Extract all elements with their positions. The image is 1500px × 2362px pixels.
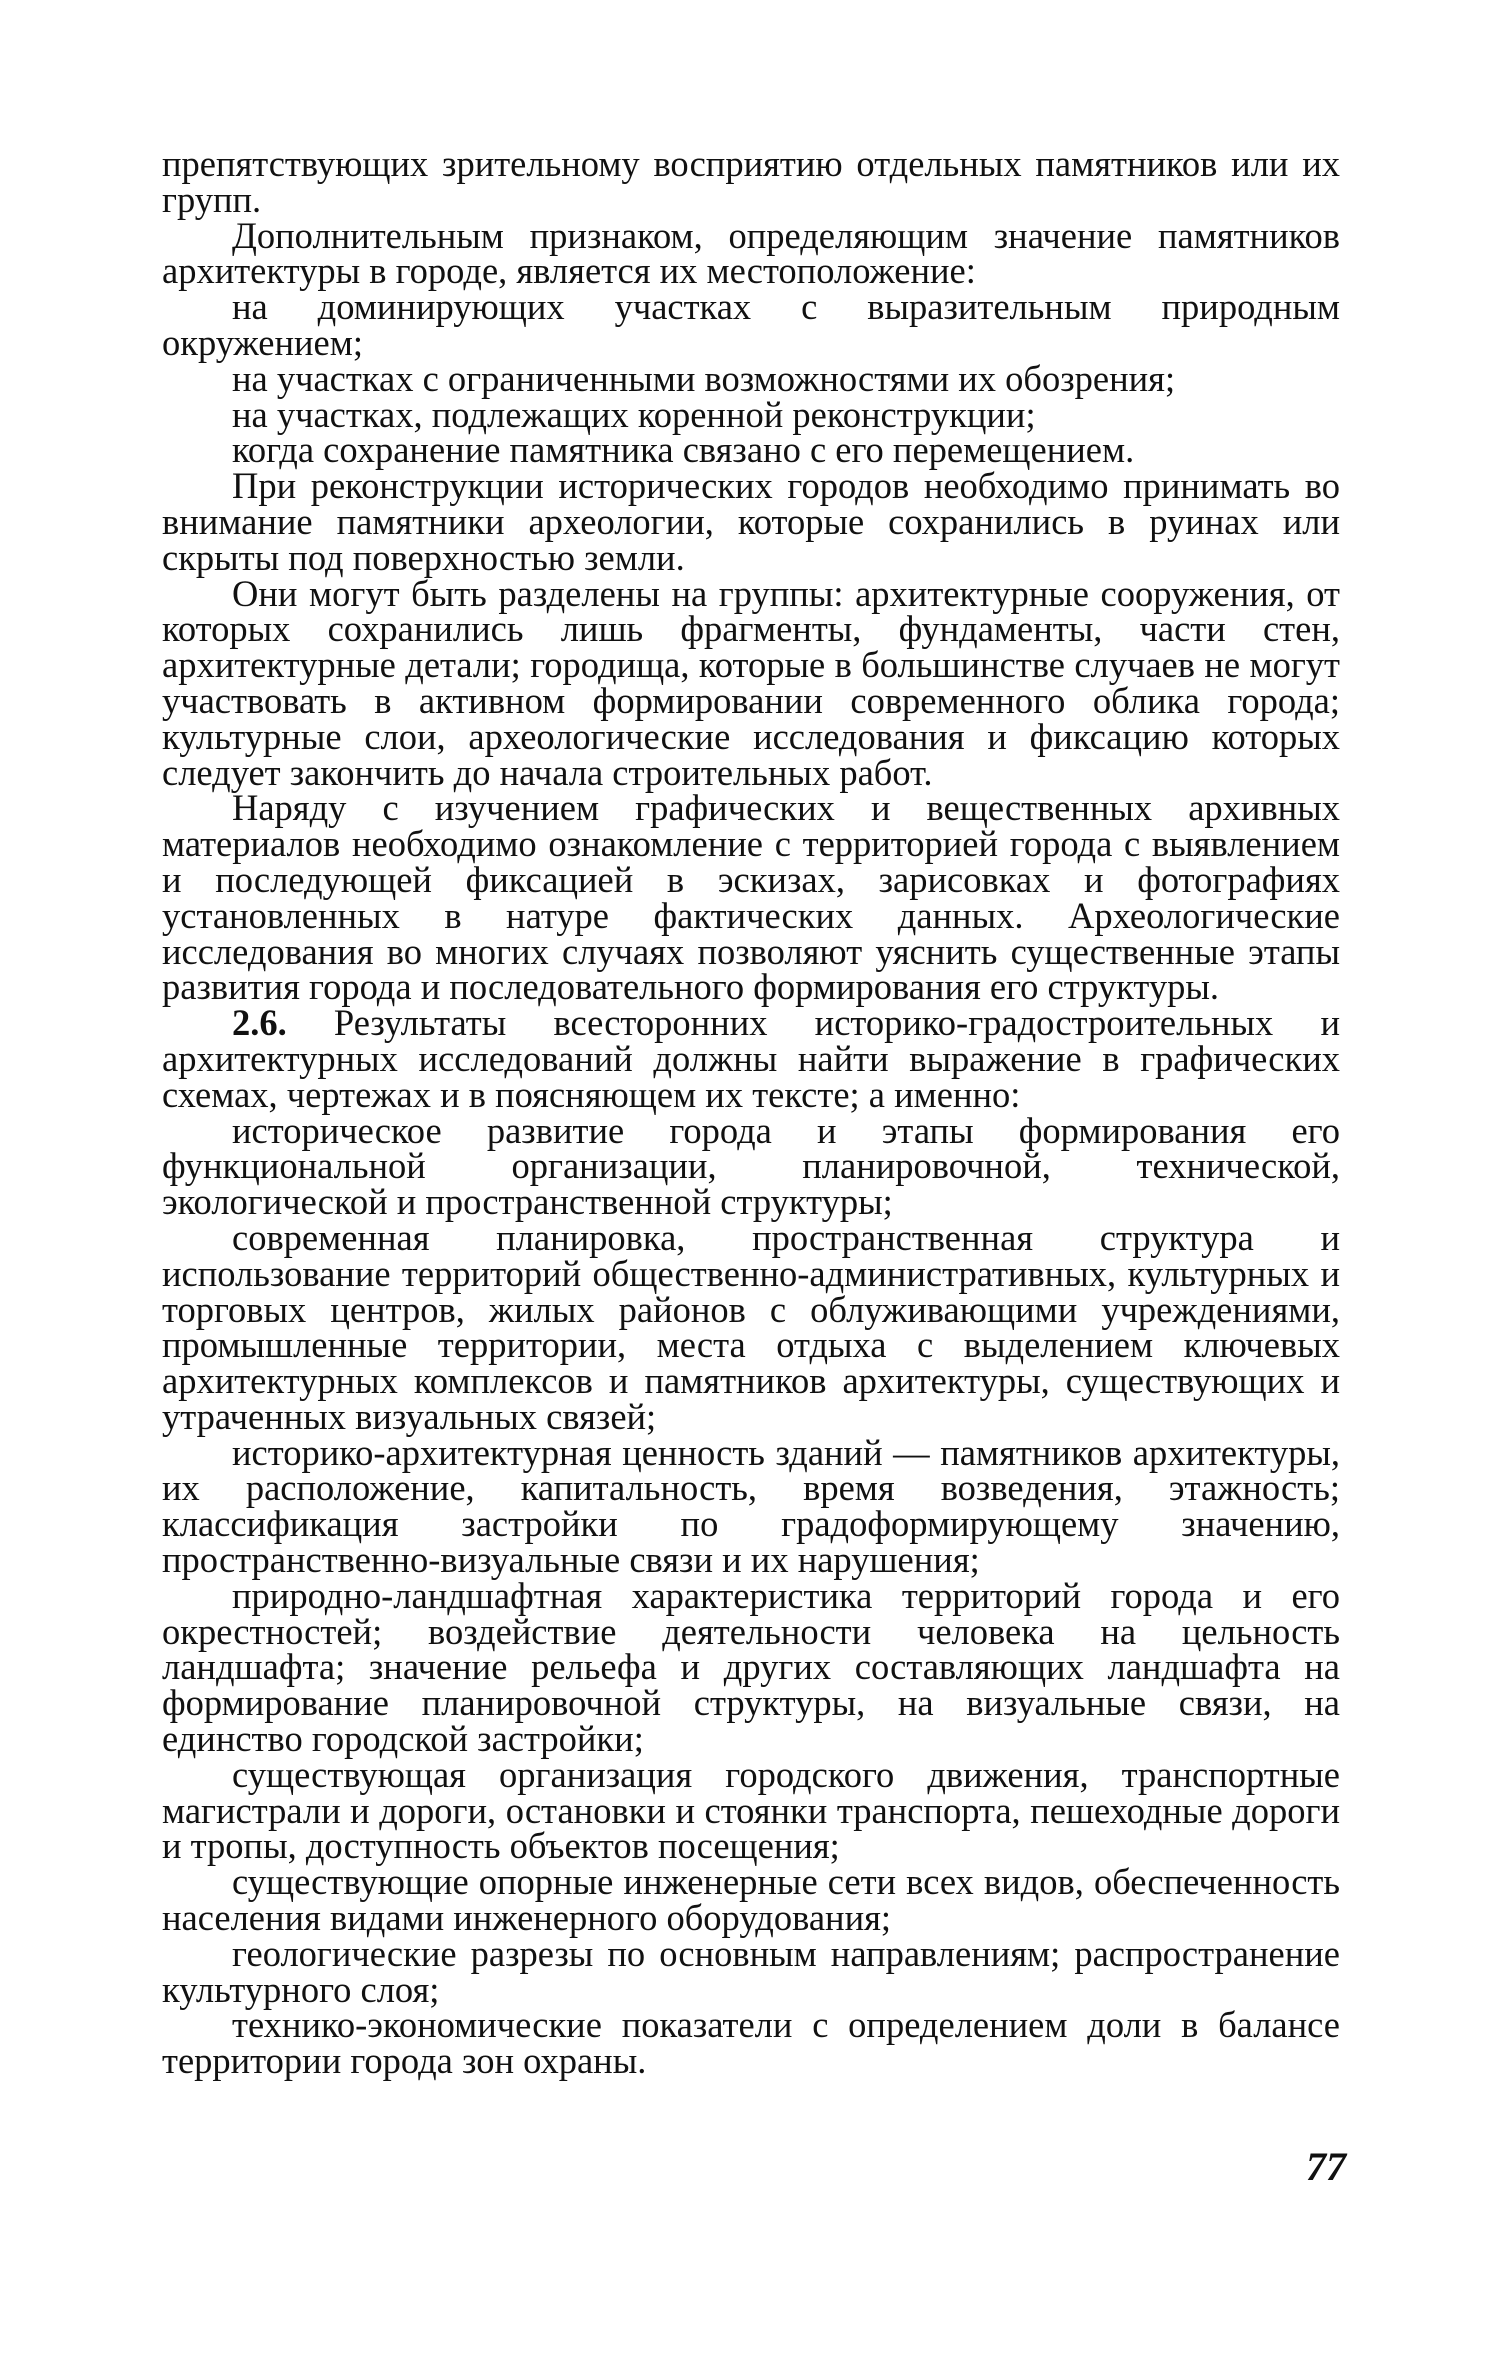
list-item: технико-экономические показатели с определением доли в балансе территории города зон охраны. <box>162 2004 1340 2082</box>
section-number: 2.6. <box>232 1002 287 1044</box>
list-item: историческое развитие города и этапы формирования его функциональной организации, планировочной, технической, экологической и пространственной структуры; <box>162 1109 1340 1223</box>
page-number: 77 <box>1306 2144 1346 2189</box>
list-item: современная планировка, пространственная структура и использование территорий общественно-административных, культурных и торговых центров, жилых районов с облуживающими учреждениями, промышленные территории, места отдыха с выделением ключевых архитектурных комплексов и памятников архитектуры, существующих и утраченных визуальных связей; <box>162 1216 1340 1437</box>
page-body <box>162 143 1340 2082</box>
list-item: на участках с ограниченными возможностями их обозрения; <box>232 357 1176 399</box>
paragraph: При реконструкции исторических городов необходимо принимать во внимание памятники археологии, которые сохранились в руинах или скрыты под поверхностью земли. <box>162 465 1340 578</box>
list-item: историко-архитектурная ценность зданий — памятников архитектуры, их расположение, капитальность, время возведения, этажность; классификация застройки по градоформирующему значению, пространственно-визуальные связи и их нарушения; <box>162 1431 1340 1581</box>
list-item: на доминирующих участках с выразительным природным окружением; <box>162 286 1340 363</box>
list-item: существующая организация городского движения, транспортные магистрали и дороги, остановки и стоянки транспорта, пешеходные дороги и тропы, доступность объектов посещения; <box>162 1753 1340 1867</box>
list-item: существующие опорные инженерные сети всех видов, обеспеченность населения видами инженерного оборудования; <box>162 1861 1340 1939</box>
list-item: природно-ландшафтная характеристика территорий города и его окрестностей; воздействие деятельности человека на цельность ландшафта; значение рельефа и других составляющих ландшафта на формирование планировочной структуры, на визуальные связи, на единство городской застройки; <box>162 1574 1340 1760</box>
list-item: на участках, подлежащих коренной реконструкции; <box>232 393 1036 435</box>
paragraph: Они могут быть разделены на группы: архитектурные сооружения, от которых сохранились лишь фрагменты, фундаменты, части стен, архитектурные детали; городища, которые в большинстве случаев не могут участвовать в активном формировании современного облика города; культурные слои, археологические исследования и фиксацию которых следует закончить до начала строительных работ. <box>162 572 1340 793</box>
list-item: геологические разрезы по основным направлениям; распространение культурного слоя; <box>162 1932 1340 2010</box>
paragraph: Дополнительным признаком, определяющим значение памятников архитектуры в городе, является их местоположение: <box>162 214 1340 292</box>
paragraph: Наряду с изучением графических и вещественных архивных материалов необходимо ознакомление с территорией города с выявлением и последующей фиксацией в эскизах, зарисовках и фотографиях установленных в натуре фактических данных. Археологические исследования во многих случаях позволяют уяснить существенные этапы развития города и последовательного формирования его структуры. <box>162 787 1340 1008</box>
list-item: когда сохранение памятника связано с его перемещением. <box>232 429 1135 471</box>
paragraph: препятствующих зрительному восприятию отдельных памятников или их групп. <box>162 143 1340 220</box>
section-text: Результаты всесторонних историко-градостроительных и архитектурных исследований должны найти выражение в графических схемах, чертежах и в поясняющем их тексте; а именно: <box>162 1002 1340 1115</box>
section-paragraph <box>162 1002 1340 1115</box>
